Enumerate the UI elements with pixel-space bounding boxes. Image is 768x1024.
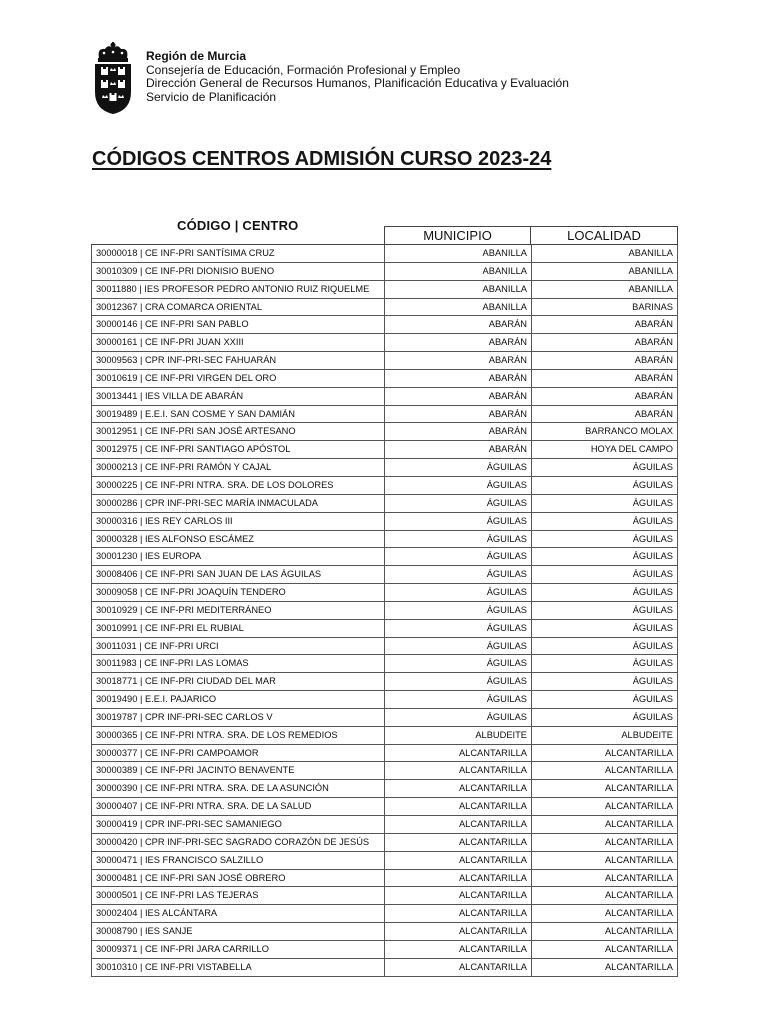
table-row [91, 691, 678, 709]
table-row [91, 441, 678, 459]
table-row [91, 673, 678, 691]
table-row [91, 745, 678, 763]
cell-municipio: ABANILLA [384, 299, 531, 317]
cell-codigo-centro: 30000390 | CE INF-PRI NTRA. SRA. DE LA ASUNCIÓN [91, 780, 384, 798]
cell-codigo-centro: 30008790 | IES SANJE [91, 923, 384, 941]
cell-codigo-centro: 30002404 | IES ALCÁNTARA [91, 905, 384, 923]
cell-localidad: ÁGUILAS [531, 655, 678, 673]
cell-localidad: ALCANTARILLA [531, 798, 678, 816]
table-row [91, 584, 678, 602]
table-row [91, 316, 678, 334]
cell-localidad: ÁGUILAS [531, 513, 678, 531]
cell-localidad: ÁGUILAS [531, 548, 678, 566]
cell-localidad: ÁGUILAS [531, 495, 678, 513]
cell-codigo-centro: 30000481 | CE INF-PRI SAN JOSÉ OBRERO [91, 870, 384, 888]
cell-localidad: ÁGUILAS [531, 477, 678, 495]
table-row [91, 905, 678, 923]
table-header-row [384, 226, 678, 244]
cell-codigo-centro: 30011880 | IES PROFESOR PEDRO ANTONIO RUIZ RIQUELME [91, 281, 384, 299]
table-row [91, 548, 678, 566]
cell-municipio: ABARÁN [384, 352, 531, 370]
cell-localidad: HOYA DEL CAMPO [531, 441, 678, 459]
cell-codigo-centro: 30000316 | IES REY CARLOS III [91, 513, 384, 531]
table-row [91, 334, 678, 352]
cell-localidad: ALCANTARILLA [531, 923, 678, 941]
cell-localidad: ALCANTARILLA [531, 852, 678, 870]
table-row [91, 566, 678, 584]
cell-municipio: ÁGUILAS [384, 566, 531, 584]
cell-codigo-centro: 30000377 | CE INF-PRI CAMPOAMOR [91, 745, 384, 763]
cell-municipio: ABANILLA [384, 263, 531, 281]
centers-table [91, 226, 678, 977]
cell-codigo-centro: 30000161 | CE INF-PRI JUAN XXIII [91, 334, 384, 352]
table-row [91, 834, 678, 852]
cell-municipio: ALCANTARILLA [384, 745, 531, 763]
cell-municipio: ÁGUILAS [384, 673, 531, 691]
cell-municipio: ALCANTARILLA [384, 780, 531, 798]
cell-localidad: ÁGUILAS [531, 566, 678, 584]
table-row [91, 959, 678, 977]
cell-localidad: ABARÁN [531, 370, 678, 388]
cell-municipio: ÁGUILAS [384, 638, 531, 656]
cell-municipio: ABANILLA [384, 245, 531, 263]
cell-municipio: ALCANTARILLA [384, 887, 531, 905]
cell-municipio: ÁGUILAS [384, 513, 531, 531]
cell-codigo-centro: 30011983 | CE INF-PRI LAS LOMAS [91, 655, 384, 673]
cell-localidad: ALCANTARILLA [531, 762, 678, 780]
cell-localidad: ALCANTARILLA [531, 834, 678, 852]
cell-codigo-centro: 30000389 | CE INF-PRI JACINTO BENAVENTE [91, 762, 384, 780]
cell-localidad: ALCANTARILLA [531, 870, 678, 888]
cell-municipio: ALBUDEITE [384, 727, 531, 745]
cell-codigo-centro: 30010991 | CE INF-PRI EL RUBIAL [91, 620, 384, 638]
table-row [91, 620, 678, 638]
cell-municipio: ALCANTARILLA [384, 870, 531, 888]
table-row [91, 299, 678, 317]
cell-codigo-centro: 30009563 | CPR INF-PRI-SEC FAHUARÁN [91, 352, 384, 370]
cell-localidad: ÁGUILAS [531, 584, 678, 602]
cell-municipio: ALCANTARILLA [384, 905, 531, 923]
cell-municipio: ÁGUILAS [384, 602, 531, 620]
cell-localidad: BARRANCO MOLAX [531, 423, 678, 441]
cell-codigo-centro: 30000407 | CE INF-PRI NTRA. SRA. DE LA SALUD [91, 798, 384, 816]
cell-municipio: ALCANTARILLA [384, 816, 531, 834]
cell-municipio: ALCANTARILLA [384, 923, 531, 941]
cell-codigo-centro: 30019490 | E.E.I. PAJARICO [91, 691, 384, 709]
cell-municipio: ALCANTARILLA [384, 834, 531, 852]
cell-codigo-centro: 30000501 | CE INF-PRI LAS TEJERAS [91, 887, 384, 905]
table-row [91, 388, 678, 406]
table-body [91, 244, 678, 977]
cell-localidad: ÁGUILAS [531, 620, 678, 638]
cell-municipio: ABARÁN [384, 388, 531, 406]
cell-codigo-centro: 30009058 | CE INF-PRI JOAQUÍN TENDERO [91, 584, 384, 602]
cell-codigo-centro: 30001230 | IES EUROPA [91, 548, 384, 566]
cell-codigo-centro: 30019787 | CPR INF-PRI-SEC CARLOS V [91, 709, 384, 727]
header-line-servicio: Servicio de Planificación [146, 89, 277, 104]
table-row [91, 798, 678, 816]
column-header-municipio: MUNICIPIO [384, 226, 531, 244]
cell-codigo-centro: 30000225 | CE INF-PRI NTRA. SRA. DE LOS DOLORES [91, 477, 384, 495]
table-row [91, 495, 678, 513]
cell-municipio: ÁGUILAS [384, 548, 531, 566]
table-row [91, 816, 678, 834]
table-row [91, 423, 678, 441]
column-header-codigo-centro: CÓDIGO | CENTRO [177, 218, 299, 233]
cell-municipio: ÁGUILAS [384, 477, 531, 495]
cell-localidad: ABARÁN [531, 334, 678, 352]
table-row [91, 602, 678, 620]
cell-municipio: ÁGUILAS [384, 620, 531, 638]
table-row [91, 870, 678, 888]
cell-localidad: ALCANTARILLA [531, 941, 678, 959]
cell-codigo-centro: 30011031 | CE INF-PRI URCI [91, 638, 384, 656]
cell-localidad: ÁGUILAS [531, 602, 678, 620]
document-title: CÓDIGOS CENTROS ADMISIÓN CURSO 2023-24 [92, 148, 552, 170]
table-row [91, 370, 678, 388]
organization-name: Región de Murcia [146, 49, 247, 63]
table-row [91, 709, 678, 727]
cell-municipio: ABARÁN [384, 316, 531, 334]
cell-codigo-centro: 30000419 | CPR INF-PRI-SEC SAMANIEGO [91, 816, 384, 834]
cell-codigo-centro: 30010619 | CE INF-PRI VIRGEN DEL ORO [91, 370, 384, 388]
cell-codigo-centro: 30000471 | IES FRANCISCO SALZILLO [91, 852, 384, 870]
cell-localidad: ALCANTARILLA [531, 959, 678, 977]
cell-municipio: ABARÁN [384, 406, 531, 424]
table-row [91, 887, 678, 905]
cell-codigo-centro: 30012975 | CE INF-PRI SANTIAGO APÓSTOL [91, 441, 384, 459]
cell-codigo-centro: 30000286 | CPR INF-PRI-SEC MARÍA INMACULADA [91, 495, 384, 513]
header-line-consejeria: Consejería de Educación, Formación Profesional y Empleo [146, 62, 461, 77]
column-header-localidad: LOCALIDAD [531, 226, 678, 244]
region-de-murcia-logo-icon [93, 42, 133, 114]
cell-municipio: ÁGUILAS [384, 584, 531, 602]
header-block [146, 50, 569, 104]
cell-municipio: ALCANTARILLA [384, 852, 531, 870]
cell-codigo-centro: 30010310 | CE INF-PRI VISTABELLA [91, 959, 384, 977]
table-row [91, 406, 678, 424]
cell-municipio: ALCANTARILLA [384, 959, 531, 977]
cell-localidad: ABARÁN [531, 316, 678, 334]
cell-localidad: ALCANTARILLA [531, 816, 678, 834]
cell-localidad: ALBUDEITE [531, 727, 678, 745]
header-line-direccion: Dirección General de Recursos Humanos, Planificación Educativa y Evaluación [146, 76, 569, 90]
cell-localidad: ÁGUILAS [531, 531, 678, 549]
table-row [91, 852, 678, 870]
cell-municipio: ABARÁN [384, 334, 531, 352]
cell-codigo-centro: 30000365 | CE INF-PRI NTRA. SRA. DE LOS REMEDIOS [91, 727, 384, 745]
cell-localidad: ABARÁN [531, 388, 678, 406]
table-row [91, 923, 678, 941]
cell-municipio: ALCANTARILLA [384, 762, 531, 780]
cell-municipio: ÁGUILAS [384, 495, 531, 513]
cell-localidad: ALCANTARILLA [531, 905, 678, 923]
cell-municipio: ABANILLA [384, 281, 531, 299]
cell-localidad: ABANILLA [531, 245, 678, 263]
cell-municipio: ÁGUILAS [384, 709, 531, 727]
cell-municipio: ÁGUILAS [384, 655, 531, 673]
cell-codigo-centro: 30012951 | CE INF-PRI SAN JOSÉ ARTESANO [91, 423, 384, 441]
table-row [91, 263, 678, 281]
cell-municipio: ABARÁN [384, 423, 531, 441]
cell-localidad: ABARÁN [531, 406, 678, 424]
table-row [91, 477, 678, 495]
cell-codigo-centro: 30012367 | CRA COMARCA ORIENTAL [91, 299, 384, 317]
cell-codigo-centro: 30019489 | E.E.I. SAN COSME Y SAN DAMIÁN [91, 406, 384, 424]
table-row [91, 762, 678, 780]
table-row [91, 531, 678, 549]
cell-codigo-centro: 30008406 | CE INF-PRI SAN JUAN DE LAS ÁGUILAS [91, 566, 384, 584]
table-row [91, 513, 678, 531]
table-row [91, 941, 678, 959]
cell-municipio: ABARÁN [384, 370, 531, 388]
cell-localidad: ALCANTARILLA [531, 745, 678, 763]
table-row [91, 727, 678, 745]
cell-municipio: ÁGUILAS [384, 459, 531, 477]
cell-codigo-centro: 30010309 | CE INF-PRI DIONISIO BUENO [91, 263, 384, 281]
cell-localidad: ÁGUILAS [531, 638, 678, 656]
table-row [91, 655, 678, 673]
cell-municipio: ALCANTARILLA [384, 941, 531, 959]
cell-codigo-centro: 30000018 | CE INF-PRI SANTÍSIMA CRUZ [91, 245, 384, 263]
cell-codigo-centro: 30000146 | CE INF-PRI SAN PABLO [91, 316, 384, 334]
table-row [91, 780, 678, 798]
cell-codigo-centro: 30000328 | IES ALFONSO ESCÁMEZ [91, 531, 384, 549]
cell-localidad: ÁGUILAS [531, 691, 678, 709]
cell-localidad: ABARÁN [531, 352, 678, 370]
table-row [91, 352, 678, 370]
table-row [91, 638, 678, 656]
cell-localidad: ÁGUILAS [531, 459, 678, 477]
cell-codigo-centro: 30013441 | IES VILLA DE ABARÁN [91, 388, 384, 406]
cell-codigo-centro: 30009371 | CE INF-PRI JARA CARRILLO [91, 941, 384, 959]
cell-localidad: ABANILLA [531, 263, 678, 281]
table-row [91, 281, 678, 299]
cell-municipio: ÁGUILAS [384, 531, 531, 549]
cell-codigo-centro: 30000420 | CPR INF-PRI-SEC SAGRADO CORAZÓN DE JESÚS [91, 834, 384, 852]
cell-municipio: ÁGUILAS [384, 691, 531, 709]
cell-codigo-centro: 30000213 | CE INF-PRI RAMÓN Y CAJAL [91, 459, 384, 477]
cell-localidad: ALCANTARILLA [531, 887, 678, 905]
cell-localidad: ÁGUILAS [531, 673, 678, 691]
cell-localidad: ABANILLA [531, 281, 678, 299]
cell-localidad: ÁGUILAS [531, 709, 678, 727]
cell-municipio: ALCANTARILLA [384, 798, 531, 816]
table-row [91, 245, 678, 263]
cell-localidad: BARINAS [531, 299, 678, 317]
cell-localidad: ALCANTARILLA [531, 780, 678, 798]
cell-codigo-centro: 30010929 | CE INF-PRI MEDITERRÁNEO [91, 602, 384, 620]
cell-municipio: ABARÁN [384, 441, 531, 459]
table-row [91, 459, 678, 477]
cell-codigo-centro: 30018771 | CE INF-PRI CIUDAD DEL MAR [91, 673, 384, 691]
